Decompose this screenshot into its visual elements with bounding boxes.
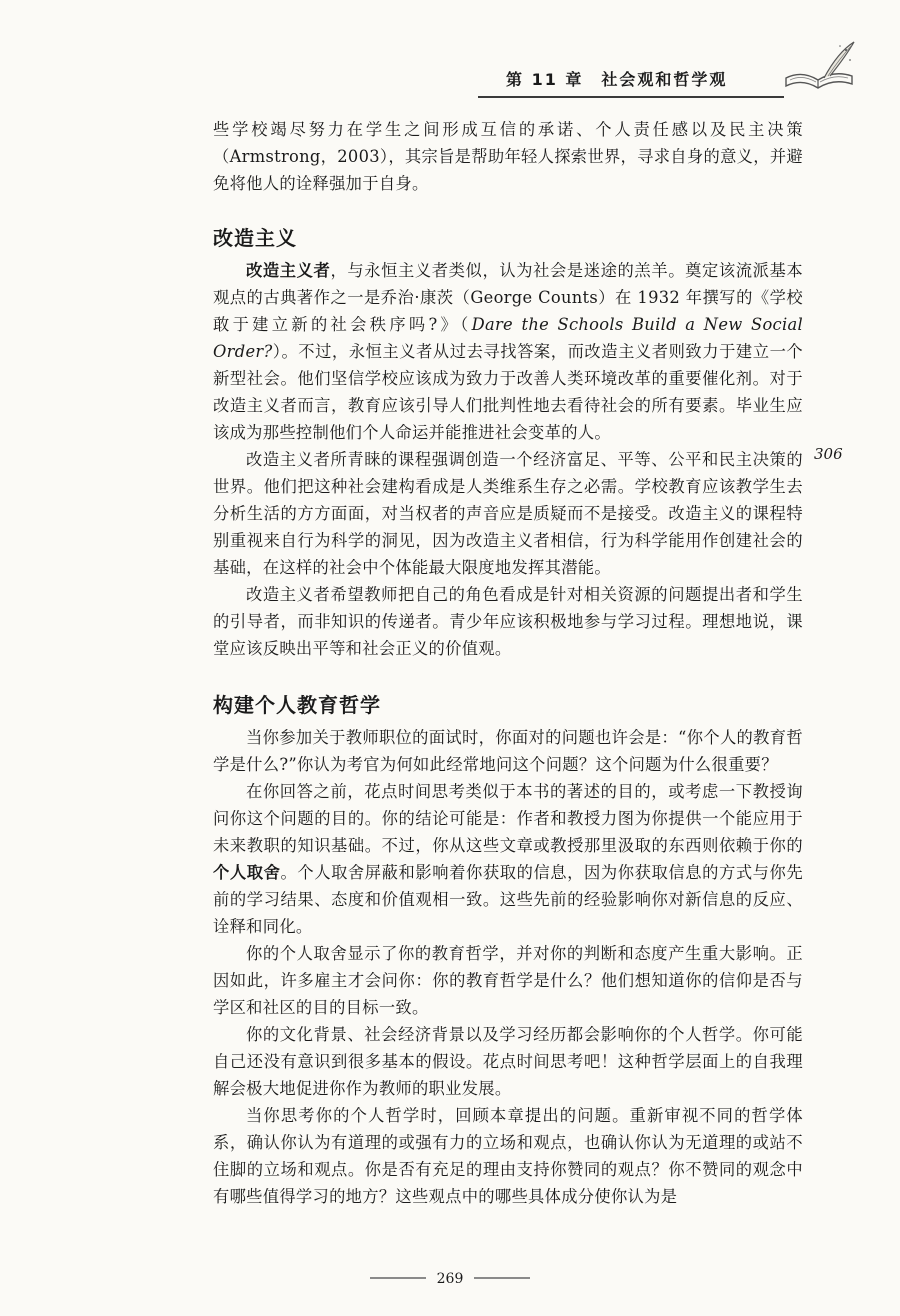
page-footer [370, 1268, 530, 1288]
footer-rule-left [370, 1277, 426, 1279]
paragraph [213, 257, 803, 446]
section-heading-reconstructionism: 改造主义 [213, 226, 297, 250]
key-term: 改造主义者 [246, 261, 331, 280]
paragraph [213, 778, 803, 940]
page-number: 269 [436, 1271, 464, 1287]
paragraph: 改造主义者希望教师把自己的角色看成是针对相关资源的问题提出者和学生的引导者，而非知识的传递者。青少年应该积极地参与学习过程。理想地说，课堂应该反映出平等和社会正义的价值观。 [213, 585, 803, 658]
intro-paragraph: 些学校竭尽努力在学生之间形成互信的承诺、个人责任感以及民主决策（Armstrong，2003），其宗旨是帮助年轻人探索世界，寻求自身的意义，并避免将他人的诠释强加于自身。 [213, 120, 803, 193]
running-header [478, 60, 858, 100]
section-heading-personal-philosophy: 构建个人教育哲学 [213, 693, 381, 717]
paragraph-text: ）。不过，永恒主义者从过去寻找答案，而改造主义者则致力于建立一个新型社会。他们坚信学校应该成为致力于改善人类环境改革的重要催化剂。对于改造主义者而言，教育应该引导人们批判性地去看待社会的所有要素。毕业生应该成为那些控制他们个人命运并能推进社会变革的人。 [213, 342, 803, 442]
book-title: Dare the Schools Build a New Social Order? [213, 315, 803, 361]
paragraph: 当你参加关于教师职位的面试时，你面对的问题也许会是：“你个人的教育哲学是什么?”你认为考官为何如此经常地问这个问题？这个问题为什么很重要？ [213, 728, 803, 774]
chapter-number: 第 11 章 [506, 70, 584, 89]
header-text [506, 67, 727, 90]
paragraph-text: 在你回答之前，花点时间思考类似于本书的著述的目的，或考虑一下教授询问你这个问题的目的。你的结论可能是：作者和教授力图为你提供一个能应用于未来教职的知识基础。不过，你从这些文章或教授那里汲取的东西则依赖于你的 [213, 782, 803, 855]
paragraph: 你的个人取舍显示了你的教育哲学，并对你的判断和态度产生重大影响。正因如此，许多雇主才会问你：你的教育哲学是什么？他们想知道你的信仰是否与学区和社区的目的目标一致。 [213, 944, 803, 1017]
header-rule [478, 96, 784, 98]
paragraph-text: 。个人取舍屏蔽和影响着你获取的信息，因为你获取信息的方式与你先前的学习结果、态度和价值观相一致。这些先前的经验影响你对新信息的反应、诠释和同化。 [213, 863, 803, 936]
paragraph: 改造主义者所青睐的课程强调创造一个经济富足、平等、公平和民主决策的世界。他们把这种社会建构看成是人类维系生存之必需。学校教育应该教学生去分析生活的方方面面，对当权者的声音应是质疑而不是接受。改造主义的课程特别重视来自行为科学的洞见，因为改造主义者相信，行为科学能用作创建社会的基础，在这样的社会中个体能最大限度地发挥其潜能。 [213, 450, 803, 577]
main-content [213, 116, 803, 1210]
paragraph: 你的文化背景、社会经济背景以及学习经历都会影响你的个人哲学。你可能自己还没有意识到很多基本的假设。花点时间思考吧！这种哲学层面上的自我理解会极大地促进你作为教师的职业发展。 [213, 1025, 803, 1098]
chapter-title: 社会观和哲学观 [601, 70, 728, 89]
paragraph: 当你思考你的个人哲学时，回顾本章提出的问题。重新审视不同的哲学体系，确认你认为有道理的或强有力的立场和观点，也确认你认为无道理的或站不住脚的立场和观点。你是否有充足的理由支持你赞同的观点？你不赞同的观念中有哪些值得学习的地方？这些观点中的哪些具体成分使你认为是 [213, 1106, 803, 1206]
open-book-quill-icon [780, 38, 858, 100]
key-term: 个人取舍 [213, 863, 281, 882]
footer-rule-right [474, 1277, 530, 1279]
margin-page-number: 306 [814, 445, 843, 463]
paragraph-text: ，与永恒主义者类似，认为社会是迷途的羔羊。奠定该流派基本观点的古典著作之一是乔治·康茨（George Counts）在 1932 年撰写的《学校敢于建立新的社会秩序吗?》（ [213, 261, 803, 334]
